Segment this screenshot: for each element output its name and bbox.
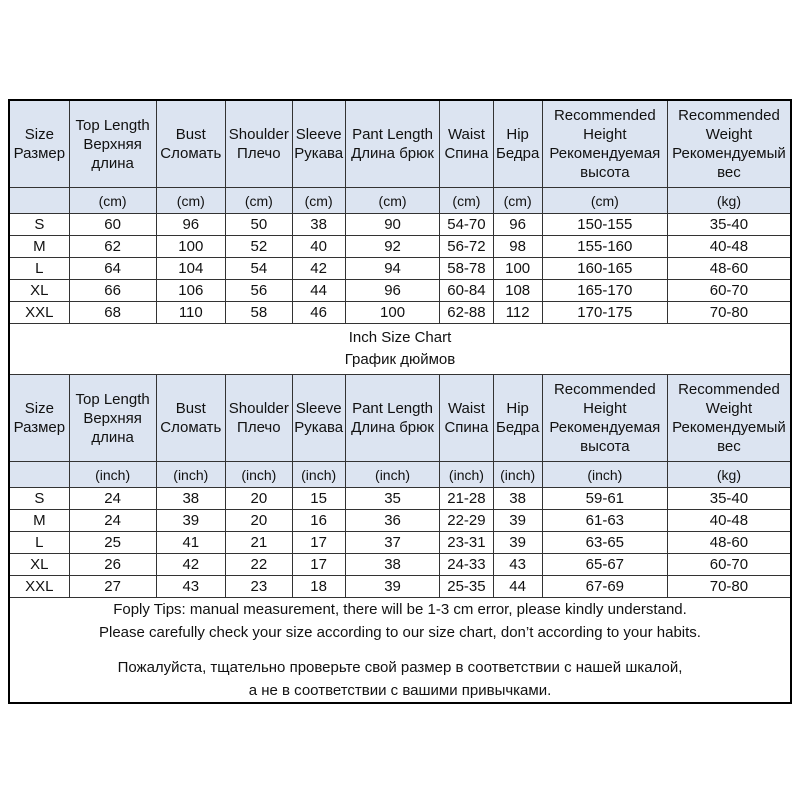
value-cell: 70-80 bbox=[667, 302, 791, 324]
size-chart-table bbox=[8, 99, 792, 704]
value-cell: 39 bbox=[493, 510, 542, 532]
value-cell: 35-40 bbox=[667, 488, 791, 510]
value-cell: 106 bbox=[156, 280, 226, 302]
col-header-6 bbox=[440, 100, 493, 188]
value-cell: 38 bbox=[493, 488, 542, 510]
value-cell: 18 bbox=[292, 576, 345, 598]
col-header-en: Size bbox=[24, 400, 54, 417]
col-header-en: Shoulder bbox=[228, 126, 289, 143]
value-cell: 56 bbox=[226, 280, 292, 302]
table-row bbox=[9, 258, 791, 280]
value-cell: 21 bbox=[226, 532, 292, 554]
col-header-5 bbox=[345, 100, 440, 188]
value-cell: 20 bbox=[226, 510, 292, 532]
note-line-en-2: Please carefully check your size according to our size chart, don’t according to your habits. bbox=[99, 624, 701, 641]
col-header-4 bbox=[292, 100, 345, 188]
value-cell: 24 bbox=[69, 510, 156, 532]
value-cell: 54-70 bbox=[440, 214, 493, 236]
size-cell: M bbox=[9, 510, 69, 532]
value-cell: 38 bbox=[345, 554, 440, 576]
table-row bbox=[9, 576, 791, 598]
col-header-en: Pant Length bbox=[352, 126, 433, 143]
value-cell: 43 bbox=[493, 554, 542, 576]
col-header-0 bbox=[9, 100, 69, 188]
unit-cell: (kg) bbox=[667, 188, 791, 214]
value-cell: 52 bbox=[226, 236, 292, 258]
col-header-en: Top Length bbox=[75, 390, 150, 408]
value-cell: 40 bbox=[292, 236, 345, 258]
unit-cell: (inch) bbox=[156, 462, 226, 488]
col-header-1 bbox=[69, 375, 156, 462]
value-cell: 170-175 bbox=[542, 302, 667, 324]
size-cell: S bbox=[9, 488, 69, 510]
inch-chart-divider bbox=[9, 324, 791, 375]
value-cell: 35 bbox=[345, 488, 440, 510]
col-header-ru: Плечо bbox=[237, 145, 281, 162]
unit-cell: (inch) bbox=[345, 462, 440, 488]
value-cell: 44 bbox=[292, 280, 345, 302]
col-header-2 bbox=[156, 375, 226, 462]
value-cell: 35-40 bbox=[667, 214, 791, 236]
col-header-en: Recommended Height bbox=[553, 107, 656, 143]
inch-unit-row bbox=[9, 462, 791, 488]
col-header-ru: Размер bbox=[13, 145, 66, 162]
value-cell: 96 bbox=[493, 214, 542, 236]
value-cell: 96 bbox=[156, 214, 226, 236]
unit-cell: (cm) bbox=[493, 188, 542, 214]
unit-cell: (inch) bbox=[493, 462, 542, 488]
value-cell: 48-60 bbox=[667, 532, 791, 554]
value-cell: 64 bbox=[69, 258, 156, 280]
unit-cell: (cm) bbox=[542, 188, 667, 214]
value-cell: 59-61 bbox=[542, 488, 667, 510]
value-cell: 42 bbox=[292, 258, 345, 280]
value-cell: 112 bbox=[493, 302, 542, 324]
size-cell: XL bbox=[9, 280, 69, 302]
cm-header-row bbox=[9, 100, 791, 188]
col-header-3 bbox=[226, 375, 292, 462]
value-cell: 23-31 bbox=[440, 532, 493, 554]
value-cell: 96 bbox=[345, 280, 440, 302]
col-header-8 bbox=[542, 375, 667, 462]
value-cell: 24 bbox=[69, 488, 156, 510]
col-header-en: Pant Length bbox=[352, 400, 433, 417]
unit-cell: (inch) bbox=[292, 462, 345, 488]
value-cell: 60-84 bbox=[440, 280, 493, 302]
value-cell: 25-35 bbox=[440, 576, 493, 598]
value-cell: 98 bbox=[493, 236, 542, 258]
value-cell: 48-60 bbox=[667, 258, 791, 280]
value-cell: 108 bbox=[493, 280, 542, 302]
unit-cell bbox=[9, 188, 69, 214]
inch-header-row bbox=[9, 375, 791, 462]
col-header-en: Recommended Weight bbox=[678, 381, 780, 417]
value-cell: 155-160 bbox=[542, 236, 667, 258]
col-header-ru: Рекомендуемый вес bbox=[672, 145, 786, 181]
table-row bbox=[9, 554, 791, 576]
value-cell: 63-65 bbox=[542, 532, 667, 554]
size-cell: S bbox=[9, 214, 69, 236]
col-header-9 bbox=[667, 375, 791, 462]
divider-title-en: Inch Size Chart bbox=[348, 329, 452, 346]
unit-cell bbox=[9, 462, 69, 488]
value-cell: 58 bbox=[226, 302, 292, 324]
col-header-ru: Сломать bbox=[160, 419, 222, 436]
col-header-ru: Длина брюк bbox=[351, 145, 434, 162]
col-header-1 bbox=[69, 100, 156, 188]
value-cell: 58-78 bbox=[440, 258, 493, 280]
col-header-en: Waist bbox=[447, 126, 485, 143]
col-header-7 bbox=[493, 100, 542, 188]
value-cell: 46 bbox=[292, 302, 345, 324]
value-cell: 100 bbox=[493, 258, 542, 280]
value-cell: 16 bbox=[292, 510, 345, 532]
unit-cell: (inch) bbox=[226, 462, 292, 488]
col-header-ru: Размер bbox=[13, 419, 66, 436]
col-header-en: Top Length bbox=[75, 116, 150, 134]
size-cell: M bbox=[9, 236, 69, 258]
value-cell: 62-88 bbox=[440, 302, 493, 324]
col-header-en: Recommended Height bbox=[553, 381, 656, 417]
unit-cell: (kg) bbox=[667, 462, 791, 488]
col-header-ru: Бедра bbox=[496, 145, 540, 162]
value-cell: 27 bbox=[69, 576, 156, 598]
value-cell: 36 bbox=[345, 510, 440, 532]
value-cell: 56-72 bbox=[440, 236, 493, 258]
col-header-ru: Верхняя длина bbox=[83, 135, 142, 172]
unit-cell: (cm) bbox=[226, 188, 292, 214]
value-cell: 40-48 bbox=[667, 510, 791, 532]
value-cell: 39 bbox=[493, 532, 542, 554]
col-header-ru: Рукава bbox=[294, 419, 344, 436]
col-header-8 bbox=[542, 100, 667, 188]
value-cell: 38 bbox=[292, 214, 345, 236]
table-row bbox=[9, 214, 791, 236]
value-cell: 44 bbox=[493, 576, 542, 598]
col-header-5 bbox=[345, 375, 440, 462]
col-header-ru: Длина брюк bbox=[351, 419, 434, 436]
value-cell: 60-70 bbox=[667, 554, 791, 576]
table-row bbox=[9, 488, 791, 510]
value-cell: 165-170 bbox=[542, 280, 667, 302]
col-header-ru: Сломать bbox=[160, 145, 222, 162]
col-header-ru: Спина bbox=[444, 145, 489, 162]
value-cell: 39 bbox=[156, 510, 226, 532]
col-header-6 bbox=[440, 375, 493, 462]
col-header-ru: Рукава bbox=[294, 145, 344, 162]
table-row bbox=[9, 302, 791, 324]
value-cell: 23 bbox=[226, 576, 292, 598]
value-cell: 24-33 bbox=[440, 554, 493, 576]
value-cell: 67-69 bbox=[542, 576, 667, 598]
table-row bbox=[9, 510, 791, 532]
size-cell: XXL bbox=[9, 302, 69, 324]
col-header-ru: Рекомендуемый вес bbox=[672, 419, 786, 455]
value-cell: 37 bbox=[345, 532, 440, 554]
value-cell: 38 bbox=[156, 488, 226, 510]
value-cell: 39 bbox=[345, 576, 440, 598]
cm-unit-row bbox=[9, 188, 791, 214]
value-cell: 50 bbox=[226, 214, 292, 236]
value-cell: 41 bbox=[156, 532, 226, 554]
value-cell: 15 bbox=[292, 488, 345, 510]
value-cell: 22 bbox=[226, 554, 292, 576]
col-header-ru: Спина bbox=[444, 419, 489, 436]
notes-row bbox=[9, 598, 791, 704]
col-header-2 bbox=[156, 100, 226, 188]
col-header-en: Waist bbox=[447, 400, 485, 417]
col-header-en: Hip bbox=[506, 126, 529, 143]
value-cell: 17 bbox=[292, 554, 345, 576]
col-header-0 bbox=[9, 375, 69, 462]
size-cell: XL bbox=[9, 554, 69, 576]
value-cell: 42 bbox=[156, 554, 226, 576]
size-cell: L bbox=[9, 532, 69, 554]
table-row bbox=[9, 280, 791, 302]
unit-cell: (cm) bbox=[440, 188, 493, 214]
col-header-en: Bust bbox=[175, 126, 206, 143]
value-cell: 65-67 bbox=[542, 554, 667, 576]
value-cell: 60 bbox=[69, 214, 156, 236]
table-row bbox=[9, 532, 791, 554]
value-cell: 90 bbox=[345, 214, 440, 236]
unit-cell: (inch) bbox=[440, 462, 493, 488]
col-header-en: Shoulder bbox=[228, 400, 289, 417]
value-cell: 160-165 bbox=[542, 258, 667, 280]
col-header-en: Recommended Weight bbox=[678, 107, 780, 143]
value-cell: 61-63 bbox=[542, 510, 667, 532]
value-cell: 70-80 bbox=[667, 576, 791, 598]
value-cell: 40-48 bbox=[667, 236, 791, 258]
value-cell: 110 bbox=[156, 302, 226, 324]
col-header-en: Size bbox=[24, 126, 54, 143]
col-header-4 bbox=[292, 375, 345, 462]
value-cell: 60-70 bbox=[667, 280, 791, 302]
unit-cell: (inch) bbox=[542, 462, 667, 488]
note-line-ru-1: Пожалуйста, тщательно проверьте свой размер в соответствии с нашей шкалой, bbox=[117, 659, 683, 676]
col-header-ru: Бедра bbox=[496, 419, 540, 436]
value-cell: 104 bbox=[156, 258, 226, 280]
value-cell: 20 bbox=[226, 488, 292, 510]
col-header-en: Sleeve bbox=[295, 400, 342, 417]
col-header-en: Hip bbox=[506, 400, 529, 417]
unit-cell: (cm) bbox=[69, 188, 156, 214]
value-cell: 25 bbox=[69, 532, 156, 554]
col-header-en: Bust bbox=[175, 400, 206, 417]
unit-cell: (cm) bbox=[292, 188, 345, 214]
col-header-7 bbox=[493, 375, 542, 462]
value-cell: 100 bbox=[156, 236, 226, 258]
value-cell: 22-29 bbox=[440, 510, 493, 532]
value-cell: 150-155 bbox=[542, 214, 667, 236]
unit-cell: (cm) bbox=[345, 188, 440, 214]
measurement-notes bbox=[9, 598, 791, 704]
value-cell: 62 bbox=[69, 236, 156, 258]
size-cell: L bbox=[9, 258, 69, 280]
col-header-ru: Верхняя длина bbox=[83, 409, 142, 446]
value-cell: 66 bbox=[69, 280, 156, 302]
divider-title-ru: График дюймов bbox=[344, 351, 456, 368]
value-cell: 17 bbox=[292, 532, 345, 554]
unit-cell: (cm) bbox=[156, 188, 226, 214]
value-cell: 26 bbox=[69, 554, 156, 576]
value-cell: 94 bbox=[345, 258, 440, 280]
col-header-en: Sleeve bbox=[295, 126, 342, 143]
unit-cell: (inch) bbox=[69, 462, 156, 488]
note-line-en-1: Foply Tips: manual measurement, there will be 1-3 cm error, please kindly understand. bbox=[113, 601, 687, 618]
value-cell: 68 bbox=[69, 302, 156, 324]
value-cell: 43 bbox=[156, 576, 226, 598]
value-cell: 54 bbox=[226, 258, 292, 280]
divider-row bbox=[9, 324, 791, 375]
col-header-3 bbox=[226, 100, 292, 188]
value-cell: 100 bbox=[345, 302, 440, 324]
value-cell: 21-28 bbox=[440, 488, 493, 510]
col-header-ru: Рекомендуемая высота bbox=[549, 145, 661, 181]
value-cell: 92 bbox=[345, 236, 440, 258]
col-header-ru: Рекомендуемая высота bbox=[549, 419, 661, 455]
size-cell: XXL bbox=[9, 576, 69, 598]
col-header-ru: Плечо bbox=[237, 419, 281, 436]
note-line-ru-2: а не в соответствии с вашими привычками. bbox=[248, 682, 552, 699]
col-header-9 bbox=[667, 100, 791, 188]
table-row bbox=[9, 236, 791, 258]
